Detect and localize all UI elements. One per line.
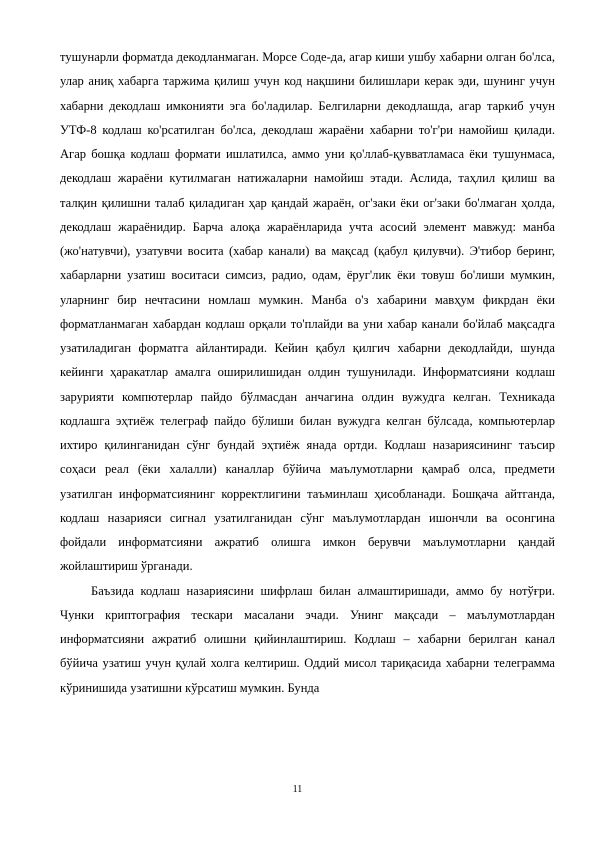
paragraph-1: тушунарли форматда декодланмаган. Морсе Соде-да, агар киши ушбу хабарни олган бо'лса, улар аниқ хабарга таржима қилиш учун код нақшини билишлари керак эди, шунинг учун хабарни декодлаш имконияти эга бо'ладилар. Белгиларни декодлашда, агар таркиб учун УТФ-8 кодлаш ко'рсатилган бо'лса, декодлаш жараёни хабарни то'г'ри намойиш қилади. Агар бошқа кодлаш формати ишлатилса, аммо уни қо'ллаб-қувватламаса ёки тушунмаса, декодлаш жараёни кутилмаган натижаларни намойиш этади. Аслида, таҳлил қилиш ва талқин қилишни талаб қиладиган ҳар қандай жараён, ог'заки ёки ог'заки бо'лмаган ҳолда, декодлаш жараёнидир. Барча алоқа жараёнларида учта асосий элемент мавжуд: манба (жо'натувчи), узатувчи восита (хабар канали) ва мақсад (қабул қилувчи). Э'тибор беринг, хабарларни узатиш воситаси симсиз, радио, одам, ёруг'лик ёки товуш бо'лиши мумкин, уларнинг бир нечтасини номлаш мумкин. Манба о'з хабарини мавҳум фикрдан ёки форматланмаган хабардан кодлаш орқали то'плайди ва уни хабар канали бо'йлаб мақсадга узатиладиган форматга айлантиради. Кейин қабул қилгич хабарни декодлайди, шунда кейинги ҳаракатлар амалга оширилишидан олдин тушунилади. Информатсияни кодлаш зарурияти компютерлар пайдо бўлмасдан анчагина олдин вужудга келган. Техникада кодлашга эҳтиёж телеграф пайдо бўлиши билан вужудга келган бўлсада, компьютерлар ихтиро қилинганидан сўнг бундай эҳтиёж янада ортди. Кодлаш назариясининг таъсир соҳаси реал (ёки халалли) каналлар бўйича маълумотларни қамраб олса, предмети узатилган информатсиянинг корректлигини таъминлаш ҳисобланади. Бошқача айтганда, кодлаш назарияси сигнал узатилганидан сўнг маълумотлардан ишончли ва осонгина фойдали информатсияни ажратиб олишга имкон берувчи маълумотларни қандай жойлаштириш ўрганади. (60, 50, 555, 574)
page-number: 11 (292, 784, 303, 795)
body-text (60, 45, 555, 700)
paragraph-2: Баъзида кодлаш назариясини шифрлаш билан алмаштиришади, аммо бу нотўғри. Чунки криптография тескари масалани эчади. Унинг мақсади – маълумотлардан информатсияни ажратиб олишни қийинлаштириш. Кодлаш – хабарни берилган канал бўйича узатиш учун қулай холга келтириш. Оддий мисол тариқасида хабарни телеграмма кўринишида узатишни кўрсатиш мумкин. Бунда (60, 583, 555, 695)
